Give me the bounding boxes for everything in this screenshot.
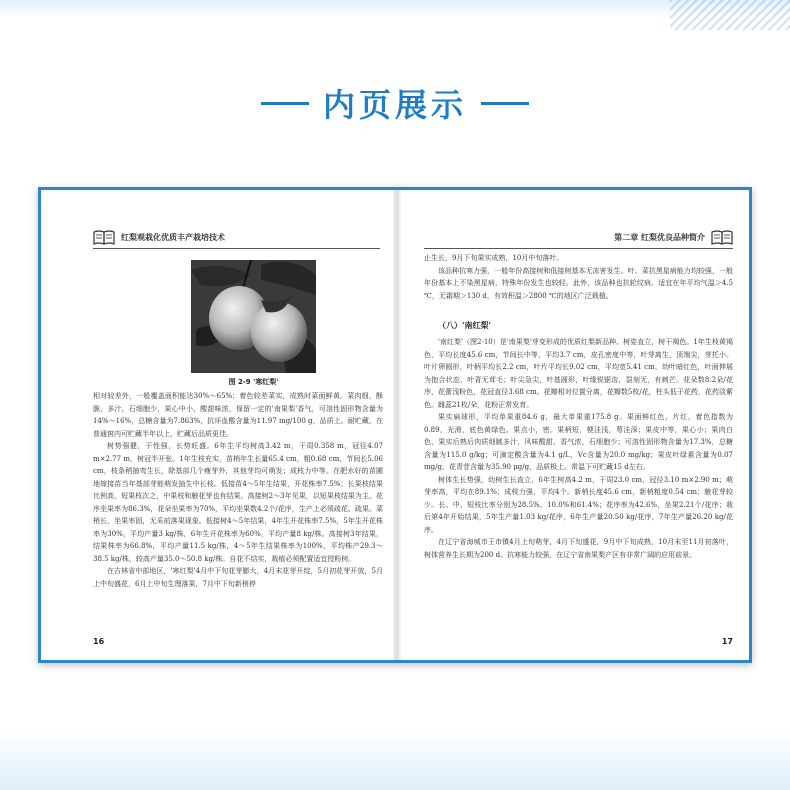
- open-book-icon: [711, 229, 733, 245]
- book-spread: [38, 187, 752, 663]
- right-paragraph-2: 该品种抗寒力强，一般年份高接树和低接树基本无冻害发生。叶、菜抗黑星病能力均较强，一般年份基本上不染黑星病，特殊年份发生也较轻。此外，该品种也抗轮纹病。适宜在年平均气温＞4.5 ℃，无霜期＞130 d，有效积温＞2800 ℃的地区广泛栽植。: [424, 266, 733, 300]
- decorative-stripes: [670, 0, 790, 30]
- right-paragraph-4: 果实扁球形，平均单果重84.6 g，最大单果重175.8 g。果面鲜红色，片红，着色指数为0.89，光滑，底色黄绿色。果点小，密。果柄短，梗洼浅，萼洼深；果皮中等，果心小；果肉白色，果实后熟后肉质细腻多汁，风味酸甜，香气浓，石细胞少；可溶性固形物含量为17.3%，总糖含量为115.0 g/kg；可滴定酸含量为4.1 g/L，Vc含量为20.0 mg/kg；果皮叶绿素含量为0.07 mg/g，花青苷含量为35.90 μg/g，品质极上。常温下可贮藏15 d左右。: [424, 413, 733, 471]
- right-paragraph-5: 树体生长势强，幼树生长直立，6年生树高4.2 m，干周23.0 cm，冠径3.10 m×2.90 m；萌芽率高，平均在89.1%；成枝力强，平均4个。新梢长度45.6 cm，新梢粗度0.54 cm；腋花芽较少。长、中、短枝比率分别为28.5%、10.0%和61.4%；花序率为42.6%，坐果2.21个/花序；栽后第4年开始结果，5年生产量1.03 kg/花序，6年生产量20.50 kg/花序，7年生产量26.20 kg/花序。: [424, 475, 733, 534]
- section-heading: （八）'南红梨': [438, 321, 491, 330]
- banner-title: [0, 78, 790, 128]
- right-header-rule: [424, 248, 733, 249]
- right-page-number: 17: [721, 637, 733, 646]
- left-page-header-title: 红梨观栽化优质丰产栽培技术: [121, 232, 225, 242]
- left-paragraph-1: 相对较差外，一般覆盖面积能达30%～65%；着色较差菜实，成熟时菜面鲜黄。菜肉细，酥脆、多汁，石细胞少，果心中小，酸甜味浓，保留一定的'南果梨'香气，可溶性固形物含量为14%～16%，总糖含量为7.863%，抗坏血酸含量为11.97 mg/100 g，品质上。耐贮藏，在普通窖内可贮藏半年以上，贮藏后品质更佳。: [93, 392, 383, 438]
- bottom-band: [0, 730, 790, 790]
- right-page-body-top: [424, 252, 733, 302]
- right-page: [398, 190, 755, 660]
- figure-caption: 图 2-9 '寒红梨': [228, 378, 279, 386]
- left-page-number: 16: [93, 637, 105, 646]
- left-header-rule: [93, 248, 380, 249]
- left-paragraph-3: 在吉林省中部地区，'寒红梨'4月中下旬花芽膨大，4月末花芽开绽，5月初花芽开放，5月上中旬盛花，6月上中旬生理落果，7月中下旬新梢停: [93, 567, 383, 588]
- banner-line-right: [481, 102, 529, 105]
- banner-line-left: [261, 102, 309, 105]
- banner-title-text: 内页展示: [322, 86, 467, 124]
- right-paragraph-1: 止生长，9月下旬果实成熟，10月中旬落叶。: [424, 254, 564, 262]
- right-paragraph-3: '南红梨'（图2-10）是'南果梨'芽变形成的优质红梨新品种。树姿直立，树干褐色。1年生枝黄褐色，平均长度45.6 cm，节间长中等，平均3.7 cm，皮孔密度中等，叶芽离生，顶端尖，芽托小。叶片卵圆形，叶柄平均长2.2 cm，叶片平均长9.02 cm，平均宽5.41 cm，幼叶暗红色，叶面伸展为抱合状态，叶背无茸毛；叶尖急尖，叶基圆形，叶缘锐锯齿，裂刻无，有刺芒。花朵数8.2朵/花序，花蕾浅粉色，花冠直径3.68 cm。花瓣相对位置分离，花瓣数5枚/花，柱头低于花药，花药淡紫色。雌蕊21枚/朵，花粉正常发育。: [424, 338, 733, 409]
- left-paragraph-2: 树势强健，干性强，长势旺盛。6年生平均树高3.42 m，干周0.358 m，冠径4.07 m×2.77 m，树冠半开张。1年生枝充实，苗梢年生长量65.4 cm，粗0.68 cm，节间长5.06 cm，枝条稍抽弯生长，除基部几个瘦芽外，其他芽均可萌发；成枝力中等。在肥水好的苗圃地嫁接苗当年基部芽能萌发抽生中长枝。低接苗4～5年生结果，开花株率7.5%；长果枝结果比例高，短果枝次之，中果枝和腋花芽也有结果。高接树2～3年见果，以短果枝结果为主。花序坐果率为86.3%，花朵坐果率为70%，平均坐果数4.2个/花序，生产上必须疏花、疏果。菜梢长，坐果率固，无采前落果现象。低接树4～5年结果，4年生开花株率7.5%，5年生开花株率为30%，平均产量3 kg/株，6年生开花株率为60%，平均产量8 kg/株。高接树3年结果，结果株率为66.8%，平均产量11.5 kg/株，4～5年生结果株率为100%，平均株产29.3～38.5 kg/株，较高产量35.0～50.8 kg/株。自花不结实，栽植必须配置适宜授粉树。: [93, 442, 383, 563]
- left-page-header: [93, 228, 380, 246]
- right-paragraph-6: 在辽宁省海城市王市镇4月上旬萌芽，4月下旬盛花，9月中下旬成熟，10月末至11月初落叶，树体营养生长期为200 d。抗寒能力较强，在辽宁省南果梨产区有非常广阔的应用前景。: [424, 538, 733, 559]
- right-page-header: [416, 228, 733, 246]
- pear-photo: [191, 260, 316, 373]
- right-page-header-title: 第二章 红梨优良品种简介: [614, 232, 705, 242]
- left-page: [41, 190, 398, 660]
- right-page-body-bottom: [424, 336, 733, 561]
- left-page-body: [93, 390, 383, 590]
- open-book-icon: [93, 229, 115, 245]
